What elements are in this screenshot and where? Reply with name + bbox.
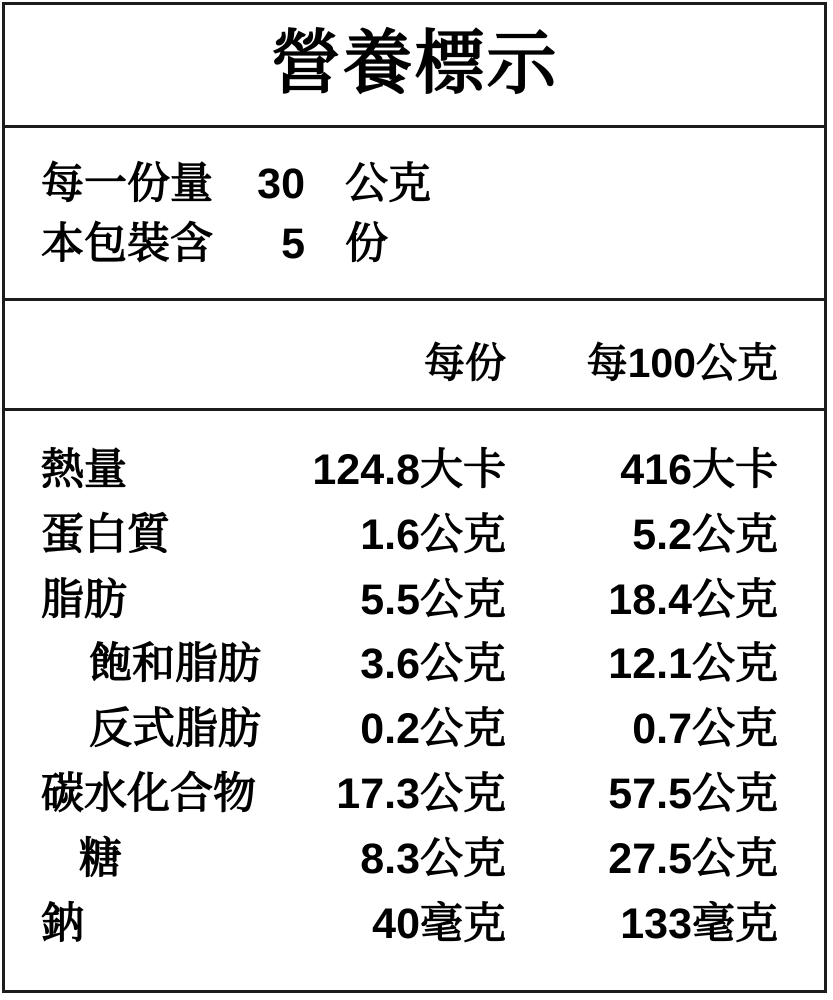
nutrient-name: 鈉 [41,899,84,948]
value-per-serving: 3.6公克 [360,640,506,689]
value-per-serving: 17.3公克 [336,769,506,818]
table-row-fat [41,568,778,633]
servings-per-package-unit: 份 [345,220,388,268]
value-per-serving: 40毫克 [372,899,506,948]
serving-info-section [5,128,824,301]
value-per-serving: 8.3公克 [360,834,506,883]
value-per-100g: 416大卡 [620,446,778,494]
table-row-protein [41,503,778,568]
value-per-100g: 0.7公克 [632,705,778,754]
table-row-sugar [41,827,778,892]
value-per-100g: 12.1公克 [608,640,778,689]
nutrient-name: 蛋白質 [41,510,170,559]
value-per-100g: 27.5公克 [608,834,778,883]
value-per-100g: 57.5公克 [608,769,778,818]
serving-size-row [41,154,824,214]
table-row-carbohydrate [41,762,778,827]
column-header-per-serving: 每份 [424,340,506,386]
value-per-serving: 124.8大卡 [312,446,506,494]
nutrient-name: 反式脂肪 [89,705,261,754]
servings-per-package-row [41,214,824,274]
label-title: 營養標示 [270,24,559,102]
title-section [5,5,824,128]
value-per-100g: 133毫克 [620,899,778,948]
value-per-serving: 1.6公克 [360,510,506,559]
table-row-sodium [41,892,778,957]
nutrient-table [5,411,824,990]
nutrient-name: 碳水化合物 [41,769,256,818]
nutrient-name: 熱量 [41,446,127,494]
table-row-trans-fat [41,697,778,762]
value-per-serving: 0.2公克 [360,705,506,754]
table-row-saturated-fat [41,632,778,697]
serving-size-value: 30 [257,160,305,208]
nutrition-label [2,2,827,993]
nutrient-name: 糖 [79,834,122,883]
serving-size-unit: 公克 [345,160,431,208]
value-per-100g: 18.4公克 [608,575,778,624]
nutrient-name: 脂肪 [41,575,127,624]
column-header-row [5,301,824,411]
value-per-100g: 5.2公克 [632,510,778,559]
nutrient-name: 飽和脂肪 [89,640,261,689]
servings-per-package-value: 5 [281,220,305,268]
serving-size-label: 每一份量 [41,160,213,208]
servings-per-package-label: 本包裝含 [41,220,213,268]
column-header-per-100g: 每100公克 [586,340,778,386]
value-per-serving: 5.5公克 [360,575,506,624]
table-row-calories [41,438,778,503]
